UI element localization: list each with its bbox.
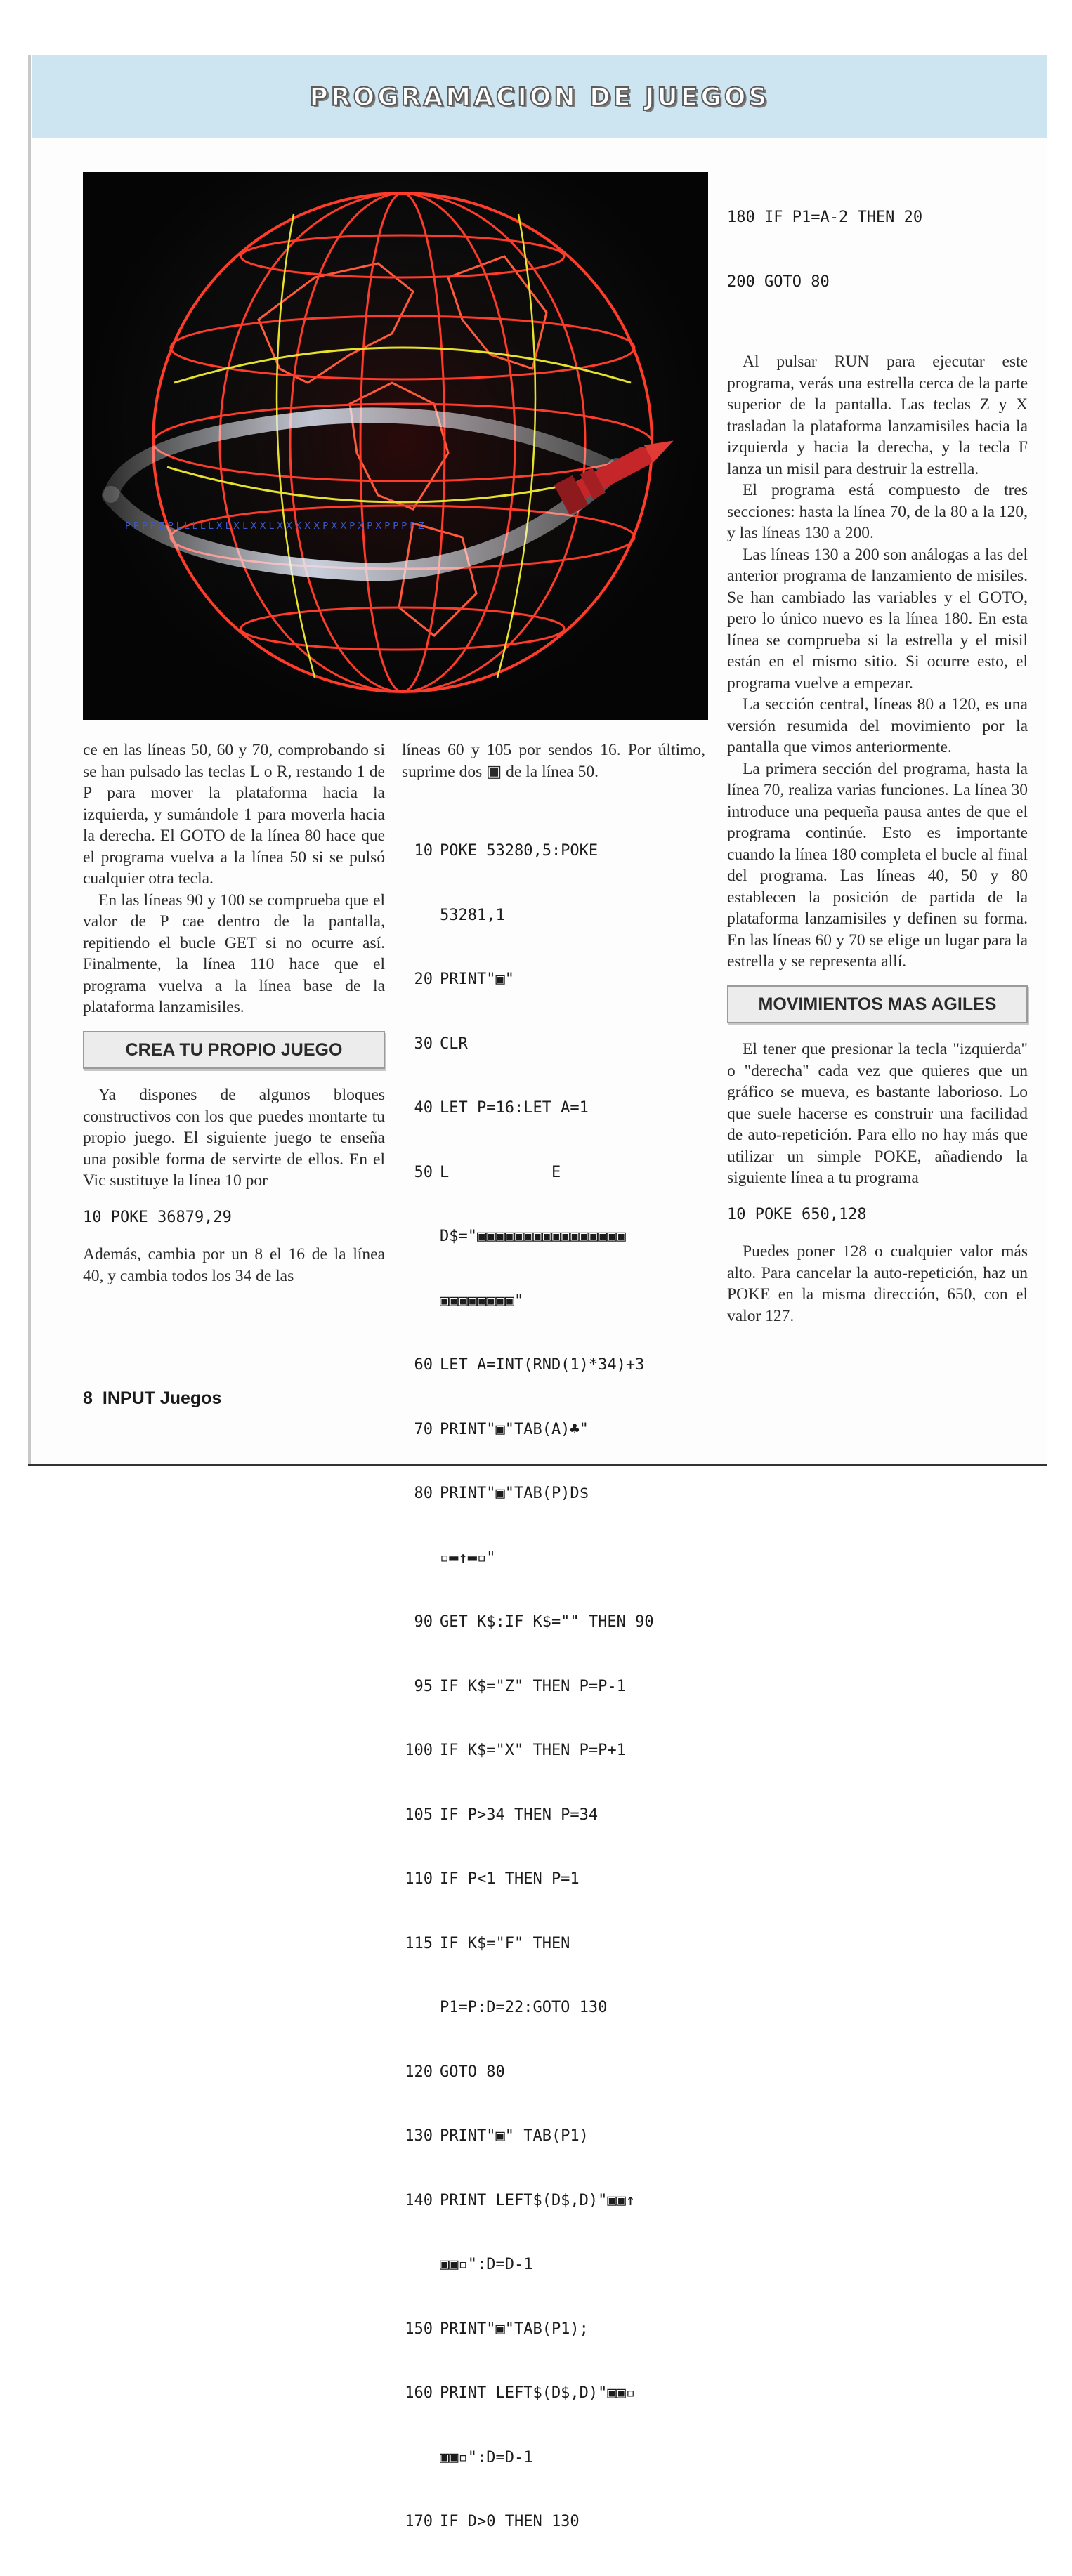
code-line: 10 POKE 650,128 bbox=[727, 1205, 867, 1223]
paragraph: Además, cambia por un 8 el 16 de la línea 40, y cambia todos los 34 de las bbox=[83, 1245, 385, 1285]
code-text: GET K$:IF K$="" THEN 90 bbox=[440, 1613, 654, 1631]
left-edge-strip bbox=[28, 55, 31, 1466]
paragraph: Puedes poner 128 o cualquier valor más alto. Para cancelar la auto-repetición, haz un POKE en la misma dirección, 650, con el valor 127. bbox=[727, 1242, 1028, 1325]
code-text: IF P>34 THEN P=34 bbox=[440, 1806, 599, 1824]
code-text: CLR bbox=[440, 1034, 468, 1053]
code-text: L E bbox=[440, 1163, 561, 1181]
code-text: LET A=INT(RND(1)*34)+3 bbox=[440, 1356, 645, 1374]
code-text: IF K$="X" THEN P=P+1 bbox=[440, 1742, 626, 1759]
code-text: IF K$="F" THEN bbox=[440, 1934, 570, 1952]
code-text: P1=P:D=22:GOTO 130 bbox=[440, 1999, 608, 2016]
magazine-name: INPUT Juegos bbox=[102, 1388, 222, 1408]
code-text: PRINT"▣" TAB(P1) bbox=[440, 2127, 589, 2145]
page-title: PROGRAMACION DE JUEGOS bbox=[309, 83, 770, 112]
code-listing: 10 POKE 53280,5:POKE 53281,1 20 PRINT"▣" 30 CLR 40 LET P=16:LET A=1 50 L E D$="▣▣▣▣▣▣▣▣▣▣▣▣▣▣▣▣ ▣▣▣▣▣▣▣▣" 60 LET A=INT(RND(1)*34)+3 70 PRINT"▣"TAB(A)♣" 80 PRINT"▣"TAB(P)D$ ▫▬↑▬▫" 90 GET K$:IF K$="" THEN 90 95 IF K$="Z" THEN P=P-1 100 IF K$="X" THEN P=P+1 105 IF P>34 THEN P=34 110 IF P<1 THEN P=1 115 IF K$="F" THEN P1=P:D=22:GOTO 130 120 GOTO 80 130 PRINT"▣" TAB(P1) 140 PRINT LEFT$(D$,D)"▣▣↑ ▣▣▫":D=D-1 150 PRINT"▣"TAB(P1); 160 PRINT LEFT$(D$,D)"▣▣▫ ▣▣▫":D=D-1 170 IF D>0 THEN 130 bbox=[405, 842, 654, 2530]
page-number: 8 bbox=[83, 1388, 93, 1408]
code-text: PRINT"▣" bbox=[440, 971, 514, 988]
code-text: D$="▣▣▣▣▣▣▣▣▣▣▣▣▣▣▣▣ bbox=[440, 1228, 626, 1245]
code-text: LET P=16:LET A=1 bbox=[440, 1099, 589, 1117]
code-text: ▣▣▫":D=D-1 bbox=[440, 2256, 533, 2273]
code-line: 10 POKE 36879,29 bbox=[83, 1208, 232, 1226]
code-text: IF P1=A-2 THEN 20 bbox=[764, 209, 923, 226]
code-number: 200 bbox=[727, 272, 755, 291]
code-text: GOTO 80 bbox=[440, 2063, 505, 2081]
code-text: PRINT"▣"TAB(A)♣" bbox=[440, 1420, 589, 1438]
code-text: 53281,1 bbox=[440, 906, 505, 924]
section-heading-movimientos-mas-agiles: MOVIMIENTOS MAS AGILES bbox=[727, 985, 1028, 1024]
paragraph: El programa está compuesto de tres secciones: hasta la línea 70, de la 80 a la 120, y las líneas 130 a 200. bbox=[727, 481, 1028, 542]
column-1 bbox=[83, 740, 385, 1287]
code-text: PRINT LEFT$(D$,D)"▣▣↑ bbox=[440, 2191, 636, 2209]
page-footer bbox=[83, 1388, 231, 1409]
code-text: IF K$="Z" THEN P=P-1 bbox=[440, 1677, 626, 1695]
code-text: ▣▣▣▣▣▣▣▣" bbox=[440, 1292, 524, 1310]
code-text: ▫▬↑▬▫" bbox=[440, 1549, 496, 1567]
paragraph: El tener que presionar la tecla "izquierda" o "derecha" cada vez que quieres que un gráfico se mueva, es bastante laborioso. Lo que suele hacerse es construir una facilidad de auto-repetición. Para ello no hay más que utilizar un simple POKE, añadiendo la siguiente línea a tu programa bbox=[727, 1040, 1028, 1187]
paragraph: Ya dispones de algunos bloques constructivos con los que puedes montarte tu propio juego. El siguiente juego te enseña una posible forma de servirte de ellos. En el Vic sustituye la línea 10 por bbox=[83, 1086, 385, 1190]
code-text: GOTO 80 bbox=[764, 272, 830, 291]
paragraph: La sección central, líneas 80 a 120, es una versión resumida del movimiento por la pantalla que vimos anteriormente. bbox=[727, 695, 1028, 756]
code-text: PRINT"▣"TAB(P1); bbox=[440, 2320, 589, 2338]
code-text: PRINT"▣"TAB(P)D$ bbox=[440, 1485, 589, 1502]
code-listing bbox=[727, 164, 1028, 336]
code-number: 180 bbox=[727, 209, 755, 226]
header-band bbox=[32, 55, 1047, 138]
globe-illustration bbox=[83, 172, 708, 720]
code-text: IF D>0 THEN 130 bbox=[440, 2513, 580, 2530]
code-text: IF P<1 THEN P=1 bbox=[440, 1870, 580, 1888]
paragraph: Al pulsar RUN para ejecutar este programa, verás una estrella cerca de la parte superior de la pantalla. Las teclas Z y X trasladan la plataforma lanzamisiles hacia la izquierda y hacia la derecha, y la tecla F lanza un misil para destruir la estrella. bbox=[727, 353, 1028, 478]
section-heading-crea-tu-propio-juego: CREA TU PROPIO JUEGO bbox=[83, 1031, 385, 1070]
column-2 bbox=[402, 740, 705, 2576]
code-text: PRINT LEFT$(D$,D)"▣▣▫ bbox=[440, 2384, 636, 2402]
code-text: ▣▣▫":D=D-1 bbox=[440, 2448, 533, 2466]
paragraph: líneas 60 y 105 por sendos 16. Por último, suprime dos ▣ de la línea 50. bbox=[402, 741, 705, 781]
paragraph: Las líneas 130 a 200 son análogas a las del anterior programa de lanzamiento de misiles. Se han cambiado las variables y el GOTO, pero lo único nuevo es la línea 180. En esta línea se comprueba si la estrella y el misil están en el mismo sitio. Si ocurre esto, el programa vuelve a empezar. bbox=[727, 545, 1028, 692]
column-3 bbox=[727, 164, 1028, 1327]
orbit-letters: P P P P Z P L L L L L X L X L X X L X X X X X P X X P X P X P P P P Z bbox=[125, 521, 425, 532]
paragraph: ce en las líneas 50, 60 y 70, comprobando si se han pulsado las teclas L o R, restando 1 de P para mover la plataforma hacia la izquierda, y sumándole 1 para moverla hacia la derecha. El GOTO de la línea 80 hace que el programa vuelva a la línea 50 si se pulsó cualquier otra tecla. bbox=[83, 741, 385, 888]
globe-svg bbox=[83, 172, 708, 720]
paragraph: En las líneas 90 y 100 se comprueba que el valor de P cae dentro de la pantalla, repitiendo el bucle GET si no ocurre así. Finalmente, la línea 110 hace que el programa vuelva a la línea base de la plataforma lanzamisiles. bbox=[83, 891, 385, 1016]
paragraph: La primera sección del programa, hasta la línea 70, realiza varias funciones. La línea 30 introduce una pequeña pausa antes de que el programa continúe. Esto es importante cuando la línea 180 completa el bucle al final del programa. Las líneas 40, 50 y 80 establecen la posición de partida de la plataforma lanzamisiles y definen su forma. En las líneas 60 y 70 se elige un lugar para la estrella y se representa allí. bbox=[727, 759, 1028, 971]
code-text: POKE 53280,5:POKE bbox=[440, 842, 599, 860]
